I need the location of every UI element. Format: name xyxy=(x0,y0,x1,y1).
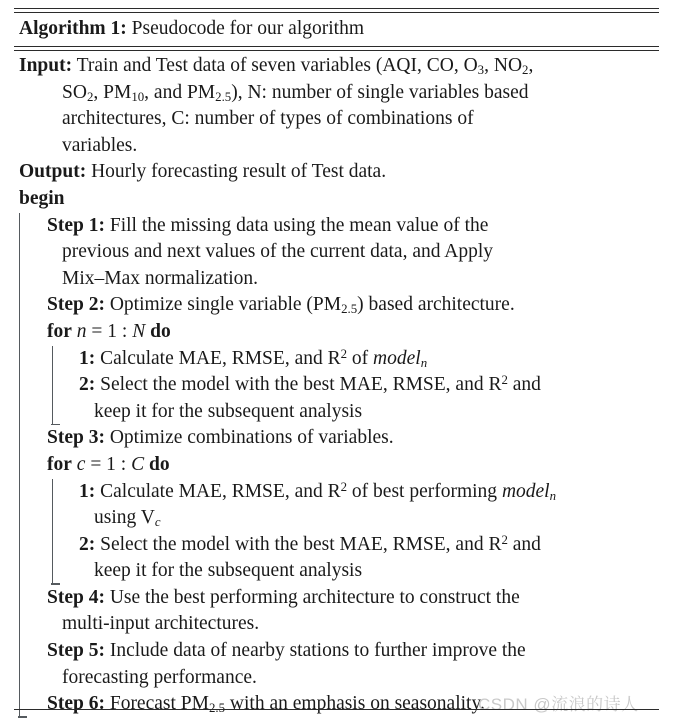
for2-item2-line-2 xyxy=(79,558,659,585)
for1-bound: N xyxy=(132,320,146,342)
step4-line xyxy=(47,585,659,612)
for1-item2-num: 2: xyxy=(79,374,96,396)
step1-line xyxy=(47,213,659,240)
for1-item2-text: Select the model with the best MAE, RMSE, and $R^2$ and xyxy=(100,373,541,396)
input-text-2: $SO_2$, $PM_{10}$, and $PM_{2.5}$), N: number of single variables based xyxy=(62,81,529,104)
bottom-rule-wrap xyxy=(14,709,659,710)
for1-line xyxy=(47,319,659,346)
step2-text: Optimize single variable $(PM_{2.5})$ based architecture. xyxy=(109,294,515,317)
begin-keyword: begin xyxy=(19,187,65,209)
for2-item1-text: Calculate MAE, RMSE, and $R^2$ of best performing model$_n$ xyxy=(100,479,557,503)
algorithm-caption xyxy=(14,13,659,46)
for1-item2-text-2: keep it for the subsequent analysis xyxy=(94,400,363,422)
caption-title: Pseudocode for our algorithm xyxy=(131,18,364,39)
for2-item1-num: 1: xyxy=(79,480,96,502)
output-text: Hourly forecasting result of Test data. xyxy=(91,161,387,183)
input-line-4 xyxy=(14,133,659,160)
for2-range: = 1 : xyxy=(90,453,127,475)
for2-item1-line xyxy=(79,479,659,506)
for1-item1-line xyxy=(79,346,659,373)
step1-line-2 xyxy=(47,239,659,266)
input-text-3: architectures, C: number of types of combinations of xyxy=(62,108,474,130)
for2-var: c xyxy=(76,453,86,475)
for1-var: n xyxy=(76,320,87,342)
for2-keyword: for xyxy=(47,453,72,475)
step1-text-3: Mix–Max normalization. xyxy=(62,267,259,289)
step5-line xyxy=(47,638,659,665)
step1-text-2: previous and next values of the current data, and Apply xyxy=(62,241,494,263)
output-label: Output: xyxy=(19,161,87,183)
for2-item1-line-2 xyxy=(79,505,659,532)
step6-label: Step 6: xyxy=(47,693,105,715)
step4-line-2 xyxy=(47,611,659,638)
input-line-2 xyxy=(14,80,659,107)
step4-label: Step 4: xyxy=(47,586,105,608)
bottom-rule xyxy=(14,709,659,710)
input-line xyxy=(14,53,659,80)
for2-item1-text-2: using $V_c$ xyxy=(94,507,161,529)
step4-text-2: multi-input architectures. xyxy=(62,613,260,635)
begin-block xyxy=(19,213,659,718)
step5-text-2: forecasting performance. xyxy=(62,666,257,688)
csdn-watermark: CSDN @流浪的诗人 xyxy=(478,695,639,714)
step3-label: Step 3: xyxy=(47,427,105,449)
for2-item2-text-2: keep it for the subsequent analysis xyxy=(94,560,363,582)
input-line-3 xyxy=(14,106,659,133)
output-line xyxy=(14,159,659,186)
for1-keyword: for xyxy=(47,320,72,342)
step1-text-1: Fill the missing data using the mean value of the xyxy=(109,214,489,236)
for2-item2-text: Select the model with the best MAE, RMSE, and $R^2$ and xyxy=(100,532,541,555)
input-text-4: variables. xyxy=(62,134,138,156)
step2-line xyxy=(47,292,659,319)
caption-label: Algorithm 1: xyxy=(19,18,127,39)
step5-text-1: Include data of nearby stations to further improve the xyxy=(109,640,526,662)
for1-range: = 1 : xyxy=(91,320,128,342)
for2-item2-num: 2: xyxy=(79,533,96,555)
input-label: Input: xyxy=(19,55,73,76)
for2-do-keyword: do xyxy=(149,453,170,475)
for1-item1-text: Calculate MAE, RMSE, and $R^2$ of model$_n$ xyxy=(100,346,428,370)
step4-text-1: Use the best performing architecture to construct the xyxy=(109,586,520,608)
for2-line xyxy=(47,452,659,479)
step3-line xyxy=(47,425,659,452)
step1-label: Step 1: xyxy=(47,214,105,236)
for2-item2-line xyxy=(79,532,659,559)
for1-block xyxy=(52,346,659,426)
for1-do-keyword: do xyxy=(150,320,171,342)
step6-text: Forecast $PM_{2.5}$ with an emphasis on seasonality. xyxy=(109,693,485,716)
begin-line xyxy=(14,186,659,213)
step5-line-2 xyxy=(47,665,659,692)
step3-text: Optimize combinations of variables. xyxy=(109,427,394,449)
for1-item1-num: 1: xyxy=(79,347,96,369)
for1-item2-line-2 xyxy=(79,399,659,426)
input-text-1: Train and Test data of seven variables (AQI, CO, $O_3$, $NO_2$, xyxy=(76,55,534,77)
step1-line-3 xyxy=(47,266,659,293)
for1-item2-line xyxy=(79,372,659,399)
step5-label: Step 5: xyxy=(47,640,105,662)
for2-block xyxy=(52,479,659,585)
algorithm-block xyxy=(14,8,659,720)
algorithm-body xyxy=(14,51,659,720)
step2-label: Step 2: xyxy=(47,294,105,316)
for2-bound: C xyxy=(131,453,145,475)
